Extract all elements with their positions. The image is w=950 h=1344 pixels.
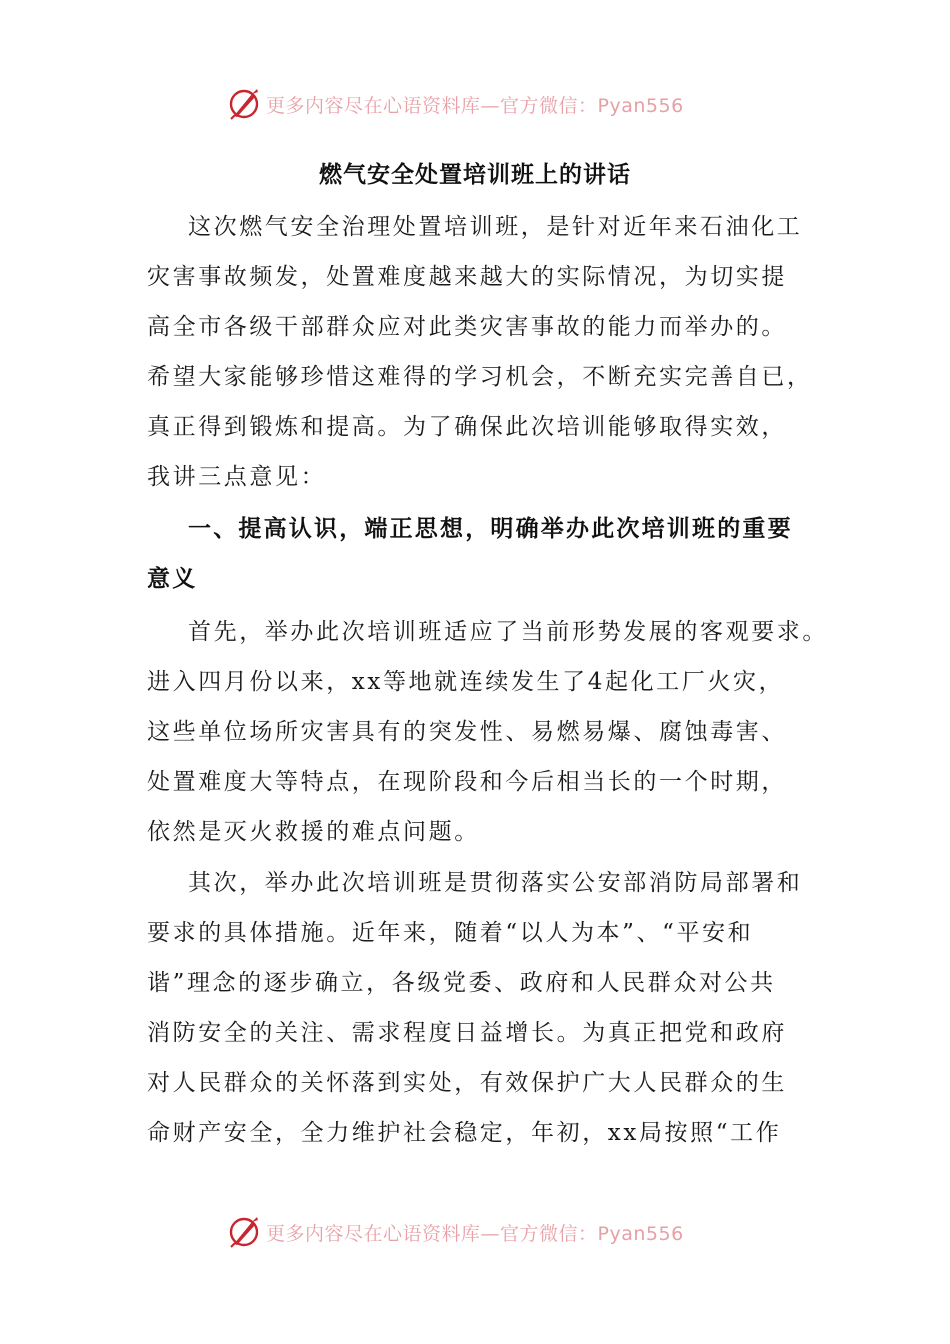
paragraph-line: 真正得到锻炼和提高。为了确保此次培训能够取得实效， (147, 414, 787, 440)
paragraph-line: 高全市各级干部群众应对此类灾害事故的能力而举办的。 (147, 314, 787, 340)
section-heading-line: 意义 (147, 566, 198, 592)
paragraph-line: 要求的具体措施。近年来，随着“以人为本”、“平安和 (147, 920, 754, 946)
quill-pen-logo-icon (226, 86, 262, 122)
paragraph-line: 处置难度大等特点，在现阶段和今后相当长的一个时期， (147, 769, 787, 795)
paragraph-line: 这些单位场所灾害具有的突发性、易燃易爆、腐蚀毒害、 (147, 719, 787, 745)
document-title: 燃气安全处置培训班上的讲话 (319, 162, 631, 188)
banner-text: 更多内容尽在心语资料库—官方微信：Pyan556 (266, 94, 684, 117)
paragraph-line: 我讲三点意见： (147, 464, 327, 490)
paragraph-line: 灾害事故频发，处置难度越来越大的实际情况，为切实提 (147, 264, 787, 290)
paragraph-line: 命财产安全，全力维护社会稳定，年初，xx局按照“工作 (147, 1120, 782, 1146)
banner-wechat-id: Pyan556 (597, 1222, 684, 1245)
banner-wechat-id: Pyan556 (597, 94, 684, 117)
paragraph-line: 首先，举办此次培训班适应了当前形势发展的客观要求。 (188, 619, 828, 645)
banner-text: 更多内容尽在心语资料库—官方微信：Pyan556 (266, 1222, 684, 1245)
header-watermark-banner (226, 84, 684, 124)
paragraph-line: 其次，举办此次培训班是贯彻落实公安部消防局部署和 (188, 870, 803, 896)
paragraph-line: 进入四月份以来，xx等地就连续发生了4起化工厂火灾， (147, 669, 785, 695)
section-heading-line: 一、提高认识，端正思想，明确举办此次培训班的重要 (188, 516, 793, 542)
paragraph-line: 希望大家能够珍惜这难得的学习机会，不断充实完善自已， (147, 364, 813, 390)
paragraph-line: 依然是灭火救援的难点问题。 (147, 819, 480, 845)
paragraph-line: 谐”理念的逐步确立，各级党委、政府和人民群众对公共 (147, 970, 776, 996)
quill-pen-logo-icon (226, 1214, 262, 1250)
paragraph-line: 消防安全的关注、需求程度日益增长。为真正把党和政府 (147, 1020, 787, 1046)
paragraph-line: 这次燃气安全治理处置培训班，是针对近年来石油化工 (188, 214, 803, 240)
footer-watermark-banner (226, 1212, 684, 1252)
paragraph-line: 对人民群众的关怀落到实处，有效保护广大人民群众的生 (147, 1070, 787, 1096)
